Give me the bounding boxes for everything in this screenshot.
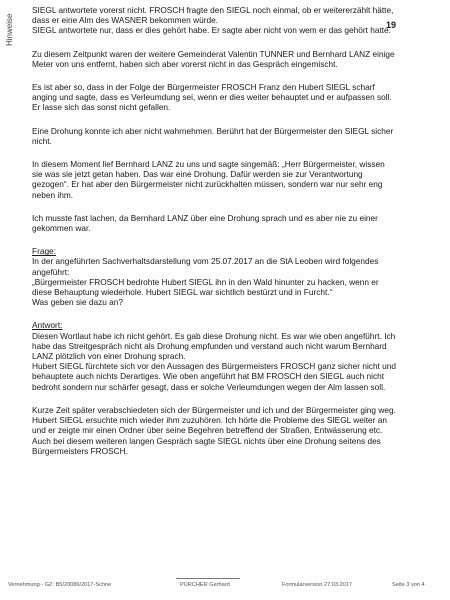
text-line: gezogen“. Er hat aber den Bürgermeister nicht zurückhalten müssen, sondern war nur sehr eng xyxy=(32,179,383,190)
text-line: habe das Streitgespräch nicht als Drohung empfunden und verstand auch nicht warum Bernhard xyxy=(32,340,387,351)
text-line: Ich musste fast lachen, da Bernhard LANZ über eine Drohung sprach und es aber nie zu einer xyxy=(32,212,378,223)
paragraph-7 xyxy=(32,404,396,456)
text-line: diese Behauptung wiederhole. Hubert SIEGL war sichtlich bestürzt und in Furcht.“ xyxy=(32,287,333,298)
question-heading: Frage: xyxy=(32,246,56,257)
text-line: anging und sagte, dass es Verleumdung sei, wenn er dies weiter behauptet und er aufpassen soll. xyxy=(32,92,392,103)
text-line: dass er eine Alm des WASNER bekommen würde. xyxy=(32,15,218,26)
answer-section xyxy=(32,320,397,392)
text-line: „Bürgermeister FROSCH bedrohte Hubert SIEGL ihn in den Wald hinunter zu hacken, wenn er xyxy=(32,276,379,287)
text-line: In diesem Moment lief Bernhard LANZ zu uns und sagte singemäß: „Herr Bürgermeister, wissen xyxy=(32,159,385,170)
footer-page-of: Seite 3 von 4 xyxy=(392,582,425,588)
text-line: Kurze Zeit später verabschiedeten sich der Bürgermeister und ich und der Bürgermeister ging weg. xyxy=(32,404,396,415)
text-line: Hubert SIEGL ersuchte mich wieder ihm zuzuhören. Ich hörte die Probleme des SIEGL weiter an xyxy=(32,415,387,426)
text-line: Es ist aber so, dass in der Folge der Bürgermeister FROSCH Franz den Hubert SIEGL scharf xyxy=(32,82,375,93)
text-line: Diesen Wortlaut habe ich nicht gehört. Es gab diese Drohung nicht. Es war wie oben angeführt. Ich xyxy=(32,330,396,341)
text-line: angeführt: xyxy=(32,266,70,277)
text-line: In der angeführten Sachverhaltsdarstellung vom 25.07.2017 an die StA Leoben wird folgendes xyxy=(32,256,379,267)
text-line: Er lasse sich das sonst nicht gefallen. xyxy=(32,102,171,113)
text-line: SIEGL antwortete nur, dass er dies gehört habe. Er sagte aber nicht von wem er das gehört hatte. xyxy=(32,25,391,36)
text-line: bedroht sondern nur schärfer gesagt, dass er solche Verleumdungen wegen der Alm lassen soll. xyxy=(32,381,386,392)
paragraph-4 xyxy=(32,125,394,146)
page-number: 19 xyxy=(386,20,397,30)
text-line: Was geben sie dazu an? xyxy=(32,297,124,308)
paragraph-2 xyxy=(32,48,395,69)
footer-document-reference: Vernehmung - GZ: B5/20086/2017-Schne xyxy=(8,582,112,588)
side-label-hinweise: Hinweise xyxy=(5,13,14,46)
answer-heading: Antwort: xyxy=(32,320,63,331)
signature-line xyxy=(176,578,240,579)
text-line: sie was sie jetzt getan haben. Das war eine Drohung. Dafür werden sie zur Verantwortung xyxy=(32,169,363,180)
text-line: behauptete auch nichts Derartiges. Wie oben angeführt hat BM FROSCH den SIEGL auch nicht xyxy=(32,371,385,382)
footer-officer-name: PÜRCHER Gerhard xyxy=(180,582,230,588)
text-line: und er zeigte mir einen Ordner über seine Begehren betreffend der Straßen, Entwässerung etc. xyxy=(32,425,383,436)
text-line: Zu diesem Zeitpunkt waren der weitere Gemeinderat Valentin TUNNER und Bernhard LANZ einige xyxy=(32,48,395,59)
text-line: Auch bei diesem weiteren langen Gespräch sagte SIEGL nichts über eine Drohung seitens des xyxy=(32,435,381,446)
text-line: neben ihm. xyxy=(32,189,74,200)
question-section xyxy=(32,246,388,307)
text-line: Eine Drohung konnte ich aber nicht wahrnehmen. Berührt hat der Bürgermeister den SIEGL sicher xyxy=(32,125,394,136)
text-line: Bürgermeisters FROSCH. xyxy=(32,445,128,456)
paragraph-5 xyxy=(32,159,388,200)
page-footer xyxy=(0,582,450,594)
text-line: nicht. xyxy=(32,135,52,146)
paragraph-6 xyxy=(32,213,388,233)
text-line: gekommen war. xyxy=(32,223,91,234)
text-line: LANZ plötzlich von einer Drohung sprach. xyxy=(32,351,186,362)
text-line: SIEGL antwortete vorerst nicht. FROSCH fragte den SIEGL noch einmal, ob er weitererzählt hätte, xyxy=(32,5,394,15)
footer-form-version: Formularversion 27.03.2017 xyxy=(282,582,352,588)
text-line: Hubert SIEGL fürchtete sich vor den Aussagen des Bürgermeisters FROSCH ganz sicher nicht und xyxy=(32,361,397,372)
text-line: Meter von uns entfernt, haben sich aber vorerst nicht in das Gespräch eingemischt. xyxy=(32,58,338,69)
paragraph-3 xyxy=(32,82,392,113)
